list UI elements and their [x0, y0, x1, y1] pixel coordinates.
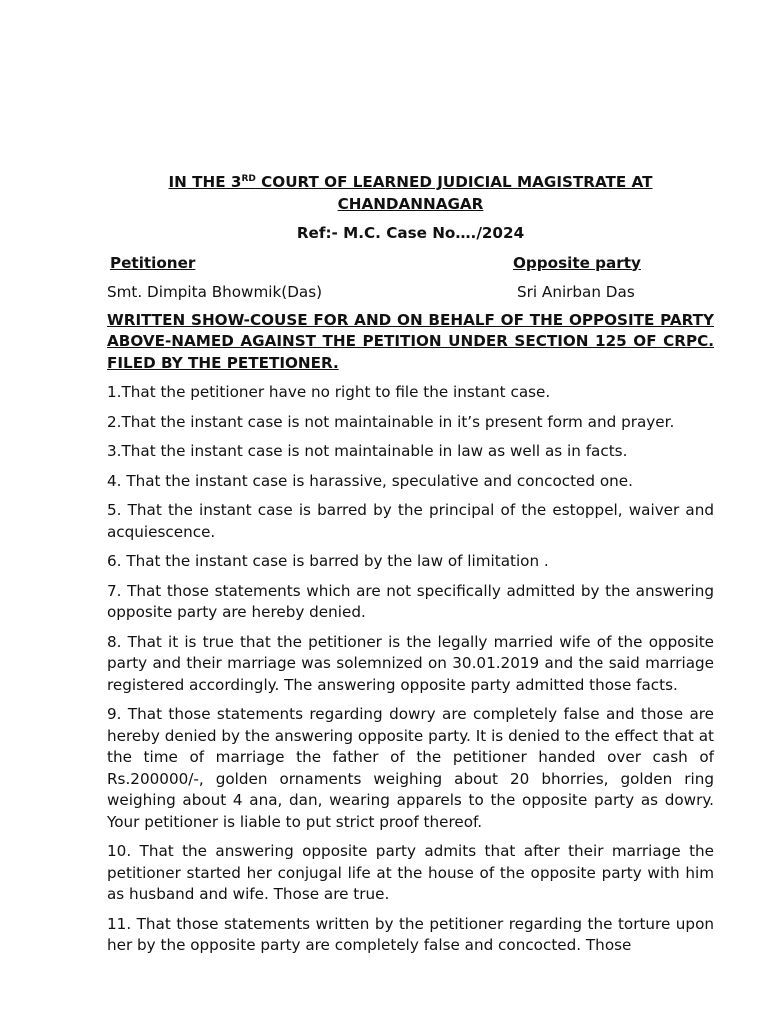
court-location: CHANDANNAGAR: [337, 194, 484, 213]
document-heading: WRITTEN SHOW-COUSE FOR AND ON BEHALF OF THE OPPOSITE PARTY ABOVE-NAMED AGAINST THE PETITION UNDER SECTION 125 OF CRPC. FILED BY THE PETETIONER.: [107, 310, 714, 372]
court-title-post: COURT OF LEARNED JUDICIAL MAGISTRATE AT: [255, 173, 653, 191]
paragraph-5: 5. That the instant case is barred by the principal of the estoppel, waiver and acquiescence.: [107, 501, 714, 541]
court-title-pre: IN THE 3: [168, 173, 242, 191]
paragraph-9: 9. That those statements regarding dowry are completely false and those are hereby denied by the answering opposite party. It is denied to the effect that at the time of marriage the father of the petitioner handed over cash of Rs.200000/-, golden ornaments weighing about 20 bhorries, golden ring weighing about 4 ana, dan, wearing apparels to the opposite party as dowry. Your petitioner is liable to put strict proof thereof.: [107, 705, 714, 831]
party-names: [107, 282, 714, 304]
opposite-party-name: Sri Anirban Das: [517, 282, 635, 301]
paragraph-list: [107, 382, 714, 957]
paragraph-6: 6. That the instant case is barred by the law of limitation .: [107, 552, 549, 570]
paragraph-11: 11. That those statements written by the petitioner regarding the torture upon her by the opposite party are completely false and concocted. Those: [107, 914, 714, 954]
paragraph-7: 7. That those statements which are not specifically admitted by the answering opposite party are hereby denied.: [107, 581, 714, 621]
party-labels: [107, 253, 714, 275]
court-title-superscript: RD: [241, 174, 256, 184]
paragraph-3: 3.That the instant case is not maintainable in law as well as in facts.: [107, 442, 628, 460]
paragraph-8: 8. That it is true that the petitioner is the legally married wife of the opposite party and their marriage was solemnized on 30.01.2019 and the said marriage registered accordingly. The answering opposite party admitted those facts.: [107, 632, 714, 694]
paragraph-4: 4. That the instant case is harassive, speculative and concocted one.: [107, 471, 633, 490]
petitioner-label: Petitioner: [110, 253, 196, 272]
opposite-party-label: Opposite party: [513, 253, 641, 272]
court-title: [107, 172, 714, 215]
paragraph-1: 1.That the petitioner have no right to file the instant case.: [107, 383, 551, 401]
case-reference: Ref:- M.C. Case No…./2024: [296, 224, 525, 242]
paragraph-10: 10. That the answering opposite party admits that after their marriage the petitioner started her conjugal life at the house of the opposite party with him as husband and wife. Those are true.: [107, 842, 714, 903]
document-page: [107, 172, 714, 957]
paragraph-2: 2.That the instant case is not maintainable in it’s present form and prayer.: [107, 412, 675, 431]
petitioner-name: Smt. Dimpita Bhowmik(Das): [107, 282, 323, 301]
